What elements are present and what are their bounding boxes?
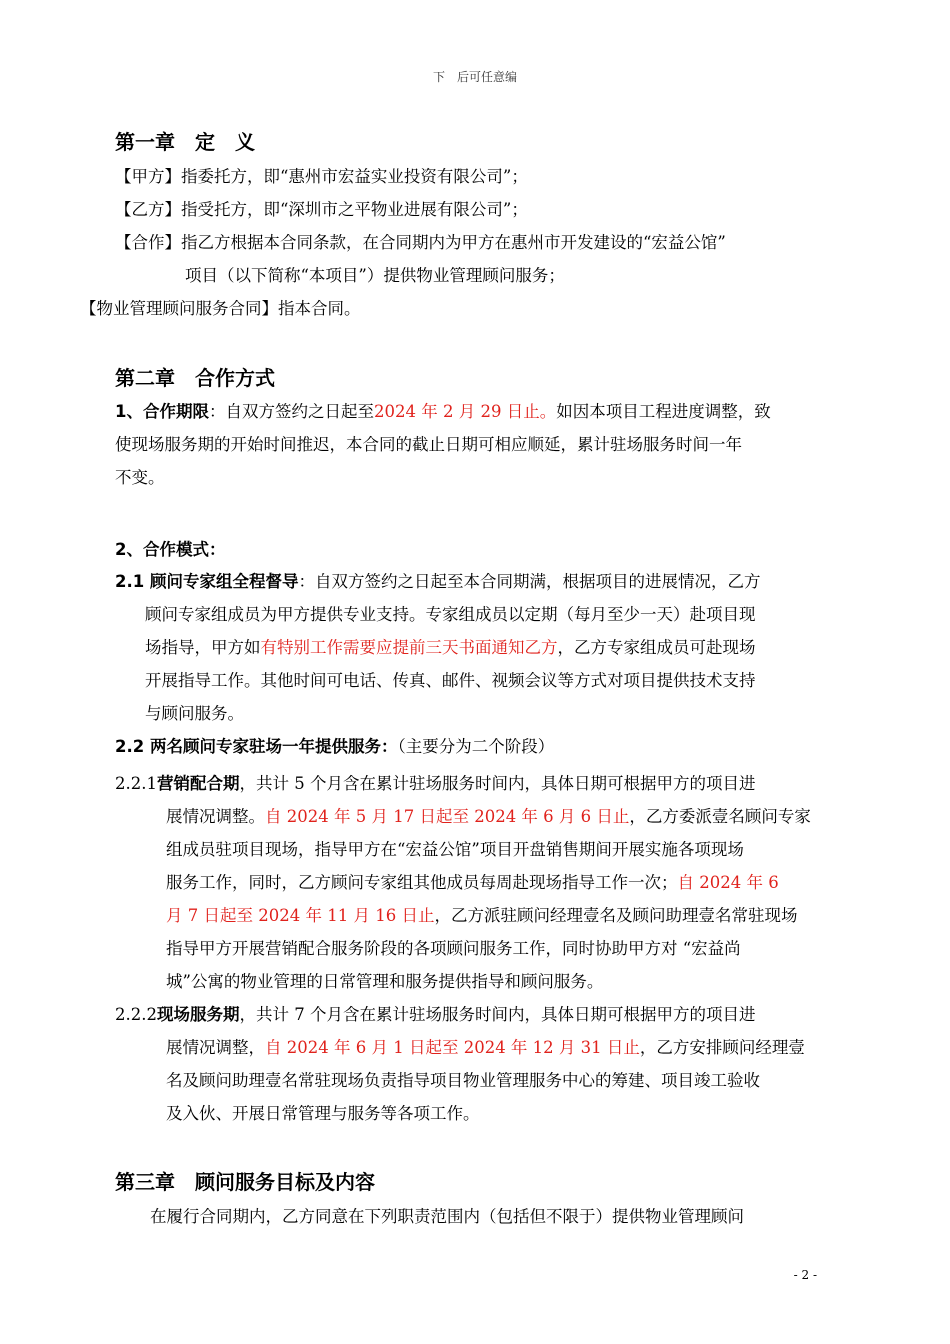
section-2-2-label: 2.2 两名顾问专家驻场一年提供服务： <box>115 737 398 756</box>
section-2-2-text: （主要分为二个阶段） <box>397 737 555 756</box>
section-2-2-2-text: ，共计 7 个月含在累计驻场服务时间内，具体日期可根据甲方的项目进 <box>239 1005 756 1024</box>
section-2-2-1-line-1 <box>115 767 755 800</box>
section-2-1-line-4: 开展指导工作。其他时间可电话、传真、邮件、视频会议等方式对项目提供技术支持 <box>145 671 756 690</box>
cooperation-term-text-2: 如因本项目工程进度调整，致 <box>556 402 771 421</box>
page-header: 下 后可任意编 <box>432 70 517 84</box>
definition-cooperation: 【合作】指乙方根据本合同条款，在合同期内为甲方在惠州市开发建设的“宏益公馆” <box>115 233 726 252</box>
section-2-2-1-date-2b: 月 7 日起至 2024 年 11 月 16 日止 <box>166 906 435 925</box>
section-2-2-1-text-c: 服务工作，同时，乙方顾问专家组其他成员每周赴现场指导工作一次； <box>166 873 678 892</box>
section-2-2-1-line-7: 城”公寓的物业管理的日常管理和服务提供指导和顾问服务。 <box>166 972 604 991</box>
chapter-3-intro: 在履行合同期内，乙方同意在下列职责范围内（包括但不限于）提供物业管理顾问 <box>150 1207 744 1226</box>
section-2-2-1-text-b: ，乙方委派壹名顾问专家 <box>629 807 811 826</box>
section-2-2-1-number: 2.2.1 <box>115 774 157 793</box>
section-2-1-line-2: 顾问专家组成员为甲方提供专业支持。专家组成员以定期（每月至少一天）赴项目现 <box>145 605 756 624</box>
cooperation-term-text: ：自双方签约之日起至 <box>208 402 374 421</box>
section-2-2-2-line-4: 及入伙、开展日常管理与服务等各项工作。 <box>166 1104 480 1123</box>
section-2-1-highlight: 有特别工作需要应提前三天书面通知乙方 <box>260 638 558 657</box>
section-2-2-1-label: 营销配合期 <box>156 774 240 793</box>
section-2-2-2-number: 2.2.2 <box>115 1005 157 1024</box>
page-number: - 2 - <box>793 1268 817 1282</box>
definition-party-b: 【乙方】指受托方，即“深圳市之平物业进展有限公司”； <box>115 200 528 219</box>
section-2-2-2-line-1 <box>115 998 755 1031</box>
section-2-2-1-line-2 <box>166 800 811 833</box>
section-2-2-1-line-6: 指导甲方开展营销配合服务阶段的各项顾问服务工作，同时协助甲方对 “宏益尚 <box>166 939 741 958</box>
section-2-2-2-label: 现场服务期 <box>156 1005 240 1024</box>
section-2-1-line-3 <box>145 631 756 664</box>
section-2-1-text-a: 场指导，甲方如 <box>145 638 261 657</box>
section-2-2-1-text: ，共计 5 个月含在累计驻场服务时间内，具体日期可根据甲方的项目进 <box>239 774 756 793</box>
section-2-2-1-text-a: 展情况调整。 <box>166 807 265 826</box>
section-2-2-2-text-a: 展情况调整， <box>166 1038 265 1057</box>
cooperation-term-line-3: 不变。 <box>115 468 165 487</box>
section-2-2-1-text-d: ，乙方派驻顾问经理壹名及顾问助理壹名常驻现场 <box>434 906 798 925</box>
cooperation-term-label: 1、合作期限 <box>115 402 209 421</box>
chapter-3-title: 第三章 顾问服务目标及内容 <box>115 1170 375 1194</box>
chapter-1-title: 第一章 定 义 <box>115 130 255 154</box>
section-2-1-text: ：自双方签约之日起至本合同期满，根据项目的进展情况，乙方 <box>298 572 761 591</box>
section-2-2-2-date: 自 2024 年 6 月 1 日起至 2024 年 12 月 31 日止 <box>265 1038 640 1057</box>
section-2-2-2-text-b: ，乙方安排顾问经理壹 <box>639 1038 805 1057</box>
section-2-2-1-date-1: 自 2024 年 5 月 17 日起至 2024 年 6 月 6 日止 <box>265 807 630 826</box>
section-2-2-2-line-2 <box>166 1031 805 1064</box>
section-2-1-line-1 <box>115 565 760 598</box>
cooperation-mode-label: 2、合作模式： <box>115 540 226 559</box>
cooperation-term-line-2: 使现场服务期的开始时间推迟，本合同的截止日期可相应顺延，累计驻场服务时间一年 <box>115 435 742 454</box>
section-2-2-1-line-5 <box>166 899 797 932</box>
section-2-2-1-line-4 <box>166 866 779 899</box>
cooperation-term-date: 2024 年 2 月 29 日止。 <box>373 402 557 421</box>
definition-party-a: 【甲方】指委托方，即“惠州市宏益实业投资有限公司”； <box>115 167 528 186</box>
cooperation-term-line-1 <box>115 395 771 428</box>
definition-cooperation-cont: 项目（以下简称“本项目”）提供物业管理顾问服务； <box>185 266 565 285</box>
section-2-2-2-line-3: 名及顾问助理壹名常驻现场负责指导项目物业管理服务中心的筹建、项目竣工验收 <box>166 1071 760 1090</box>
section-2-2-1-date-2a: 自 2024 年 6 <box>677 873 779 892</box>
section-2-1-line-5: 与顾问服务。 <box>145 704 244 723</box>
section-2-2-line <box>115 730 554 763</box>
chapter-2-title: 第二章 合作方式 <box>115 366 275 390</box>
section-2-1-text-b: ，乙方专家组成员可赴现场 <box>557 638 756 657</box>
definition-contract: 【物业管理顾问服务合同】指本合同。 <box>80 299 361 318</box>
section-2-2-1-line-3: 组成员驻项目现场，指导甲方在“宏益公馆”项目开盘销售期间开展实施各项现场 <box>166 840 744 859</box>
section-2-1-label: 2.1 顾问专家组全程督导 <box>115 572 299 591</box>
